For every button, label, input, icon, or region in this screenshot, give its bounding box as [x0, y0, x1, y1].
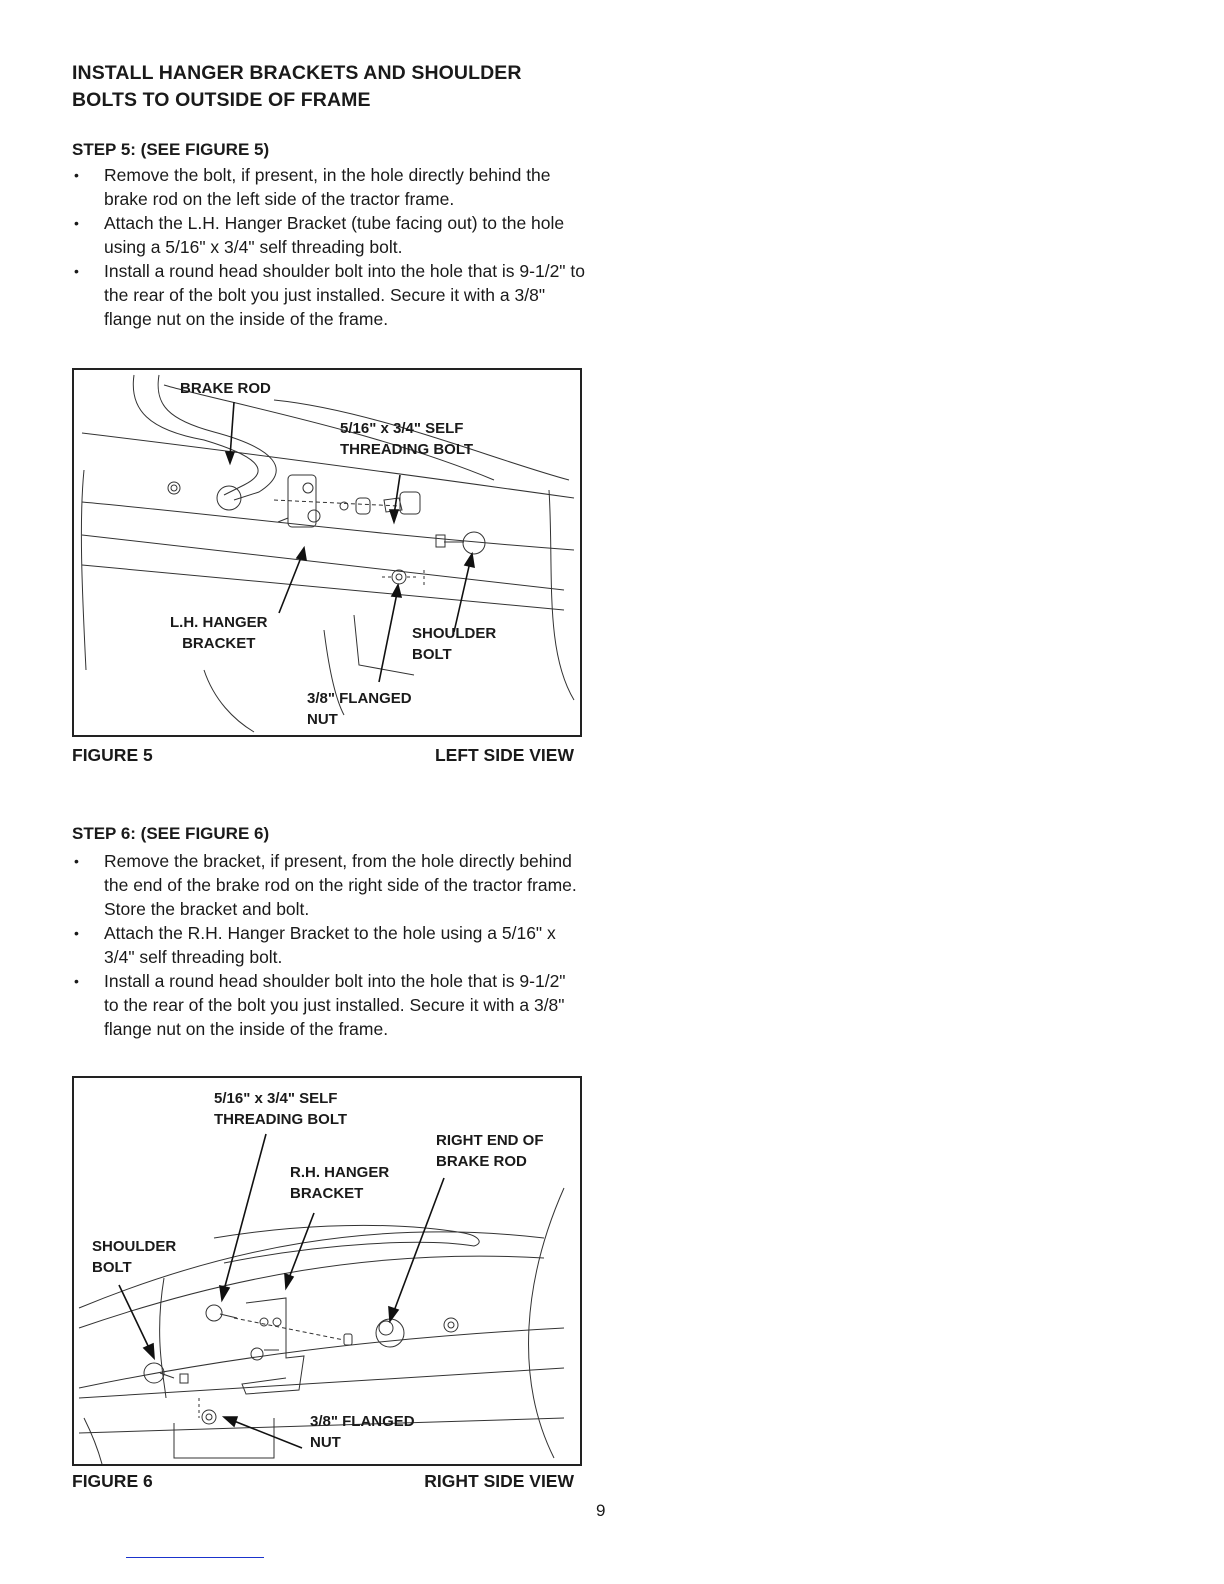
list-item: • Install a round head shoulder bolt into the hole that is 9-1/2" to the rear of the bolt you just installed. Secure it with a 3/8" flange nut on the inside of the frame. [72, 969, 584, 1041]
figure-6-illustration [72, 1076, 582, 1466]
list-item: • Remove the bracket, if present, from the hole directly behind the end of the brake rod on the right side of the tractor frame. Store the bracket and bolt. [72, 849, 584, 921]
label-flanged-nut: 3/8" FLANGED NUT [307, 690, 412, 728]
figure6-caption: FIGURE 6 [72, 1471, 153, 1491]
list-item: • Attach the L.H. Hanger Bracket (tube facing out) to the hole using a 5/16" x 3/4" self threading bolt. [72, 211, 592, 259]
list-item: • Attach the R.H. Hanger Bracket to the hole using a 5/16" x 3/4" self threading bolt. [72, 921, 584, 969]
label-self-threading-bolt: 5/16" x 3/4" SELF THREADING BOLT [214, 1090, 348, 1128]
figure6-view-caption: RIGHT SIDE VIEW [424, 1471, 574, 1491]
divider-line [126, 1557, 264, 1558]
label-flanged-nut: 3/8" FLANGED NUT [310, 1413, 415, 1451]
figure5-view-caption: LEFT SIDE VIEW [434, 745, 574, 765]
list-item: • Install a round head shoulder bolt into the hole that is 9-1/2" to the rear of the bolt you just installed. Secure it with a 3/8" flange nut on the inside of the frame. [72, 259, 592, 331]
page-number: 9 [596, 1501, 606, 1520]
label-lh-hanger-bracket: L.H. HANGER BRACKET [170, 614, 268, 652]
figure-5-illustration [72, 368, 582, 737]
label-rh-hanger-bracket: R.H. HANGER BRACKET [290, 1164, 390, 1202]
section-title-line1: INSTALL HANGER BRACKETS AND SHOULDER [72, 62, 522, 84]
label-self-threading-bolt: 5/16" x 3/4" SELF THREADING BOLT [340, 420, 474, 458]
section-title-line2: BOLTS TO OUTSIDE OF FRAME [72, 89, 371, 111]
step5-heading: STEP 5: (SEE FIGURE 5) [72, 140, 270, 159]
left-side-view-diagram [74, 370, 580, 735]
label-right-end-brake-rod: RIGHT END OF BRAKE ROD [436, 1132, 544, 1170]
figure5-caption: FIGURE 5 [72, 745, 153, 765]
step6-list [72, 849, 584, 1041]
section-title [72, 60, 522, 114]
step6-heading: STEP 6: (SEE FIGURE 6) [72, 824, 270, 843]
label-shoulder-bolt: SHOULDER BOLT [92, 1238, 177, 1276]
list-item: • Remove the bolt, if present, in the hole directly behind the brake rod on the left side of the tractor frame. [72, 163, 592, 211]
label-shoulder-bolt: SHOULDER BOLT [412, 625, 497, 663]
step5-list [72, 163, 592, 331]
label-brake-rod: BRAKE ROD [180, 380, 271, 397]
